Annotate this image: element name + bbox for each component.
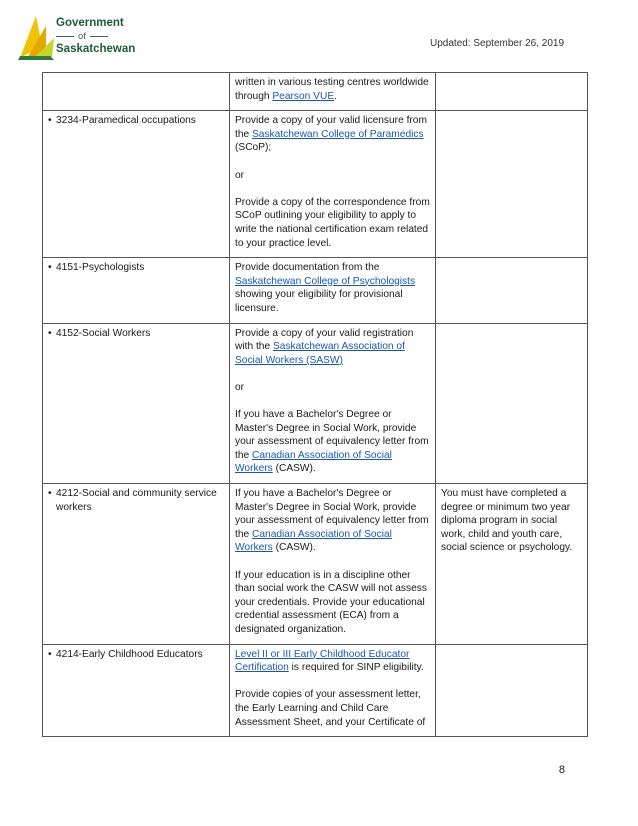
- organization-link[interactable]: Saskatchewan Association of Social Workers (SASW): [235, 341, 405, 366]
- organization-link[interactable]: Saskatchewan College of Paramedics: [252, 128, 424, 140]
- notes-cell: [436, 644, 588, 737]
- logo-wordmark: [56, 17, 135, 56]
- requirements-cell: [230, 258, 436, 323]
- page-number: 8: [558, 764, 565, 776]
- occupation-cell: [43, 111, 230, 258]
- table-row: [43, 323, 588, 484]
- requirement-paragraph: If you have a Bachelor's Degree or Master's Degree in Social Work, provide your assessment of equivalency letter from the Canadian Association of Social Workers (CASW).: [235, 409, 429, 475]
- requirement-paragraph: If you have a Bachelor's Degree or Master's Degree in Social Work, provide your assessment of equivalency letter from the Canadian Association of Social Workers (CASW).: [235, 488, 429, 554]
- occupation-label: • 4151-Psychologists: [48, 261, 224, 275]
- requirements-cell: [230, 644, 436, 737]
- notes-cell: [436, 73, 588, 111]
- requirements-cell: [230, 73, 436, 111]
- notes-cell: [436, 111, 588, 258]
- table-row: [43, 484, 588, 645]
- requirements-cell: [230, 111, 436, 258]
- occupation-cell: [43, 323, 230, 484]
- requirement-paragraph: or: [235, 381, 245, 393]
- table-row: [43, 644, 588, 737]
- occupation-requirements-table: [42, 72, 588, 737]
- requirement-paragraph: or: [235, 169, 245, 181]
- occupation-cell: [43, 258, 230, 323]
- notes-cell: [436, 258, 588, 323]
- updated-date: Updated: September 26, 2019: [430, 38, 564, 49]
- table-row: [43, 73, 588, 111]
- requirement-paragraph: If your education is in a discipline other than social work the CASW will not assess your credentials. Provide your educational credential assessment (ECA) from a designated organization.: [235, 569, 427, 635]
- occupation-label: • 3234-Paramedical occupations: [48, 114, 224, 128]
- organization-link[interactable]: Level II or III Early Childhood Educator Certification: [235, 648, 410, 674]
- requirement-paragraph: Provide a copy of your valid licensure from the Saskatchewan College of Paramedics (SCoP);: [235, 115, 427, 154]
- requirement-paragraph: written in various testing centres worldwide through Pearson VUE.: [235, 77, 429, 102]
- occupation-label: • 4214-Early Childhood Educators: [48, 648, 224, 662]
- occupation-cell: [43, 73, 230, 111]
- requirement-paragraph: Provide copies of your assessment letter, the Early Learning and Child Care Assessment Sheet, and your Certificate of: [235, 689, 426, 728]
- logo-line-of: of: [56, 30, 135, 43]
- requirements-cell: [230, 484, 436, 645]
- requirement-paragraph: Provide a copy of the correspondence from SCoP outlining your eligibility to apply to write the national certification exam related to your practice level.: [235, 196, 430, 249]
- occupation-cell: [43, 644, 230, 737]
- requirement-paragraph: Level II or III Early Childhood Educator Certification is required for SINP eligibility.: [235, 648, 424, 674]
- notes-cell: You must have completed a degree or minimum two year diploma program in social work, child and youth care, social science or psychology.: [436, 484, 588, 645]
- table-row: [43, 111, 588, 258]
- requirement-paragraph: Provide a copy of your valid registration with the Saskatchewan Association of Social Workers (SASW): [235, 327, 414, 366]
- occupation-label: • 4212-Social and community service workers: [48, 487, 224, 514]
- notes-cell: [436, 323, 588, 484]
- requirement-paragraph: Provide documentation from the Saskatchewan College of Psychologists showing your eligibility for provisional licensure.: [235, 262, 416, 314]
- organization-link[interactable]: Pearson VUE: [272, 90, 335, 102]
- logo-line-government: Government: [56, 17, 124, 29]
- occupation-cell: [43, 484, 230, 645]
- logo-line-saskatchewan: Saskatchewan: [56, 43, 136, 55]
- organization-link[interactable]: Canadian Association of Social Workers: [235, 449, 392, 475]
- organization-link[interactable]: Canadian Association of Social Workers: [235, 528, 392, 554]
- requirements-cell: [230, 323, 436, 484]
- occupation-label: • 4152-Social Workers: [48, 327, 224, 341]
- organization-link[interactable]: Saskatchewan College of Psychologists: [235, 275, 416, 287]
- table-row: [43, 258, 588, 323]
